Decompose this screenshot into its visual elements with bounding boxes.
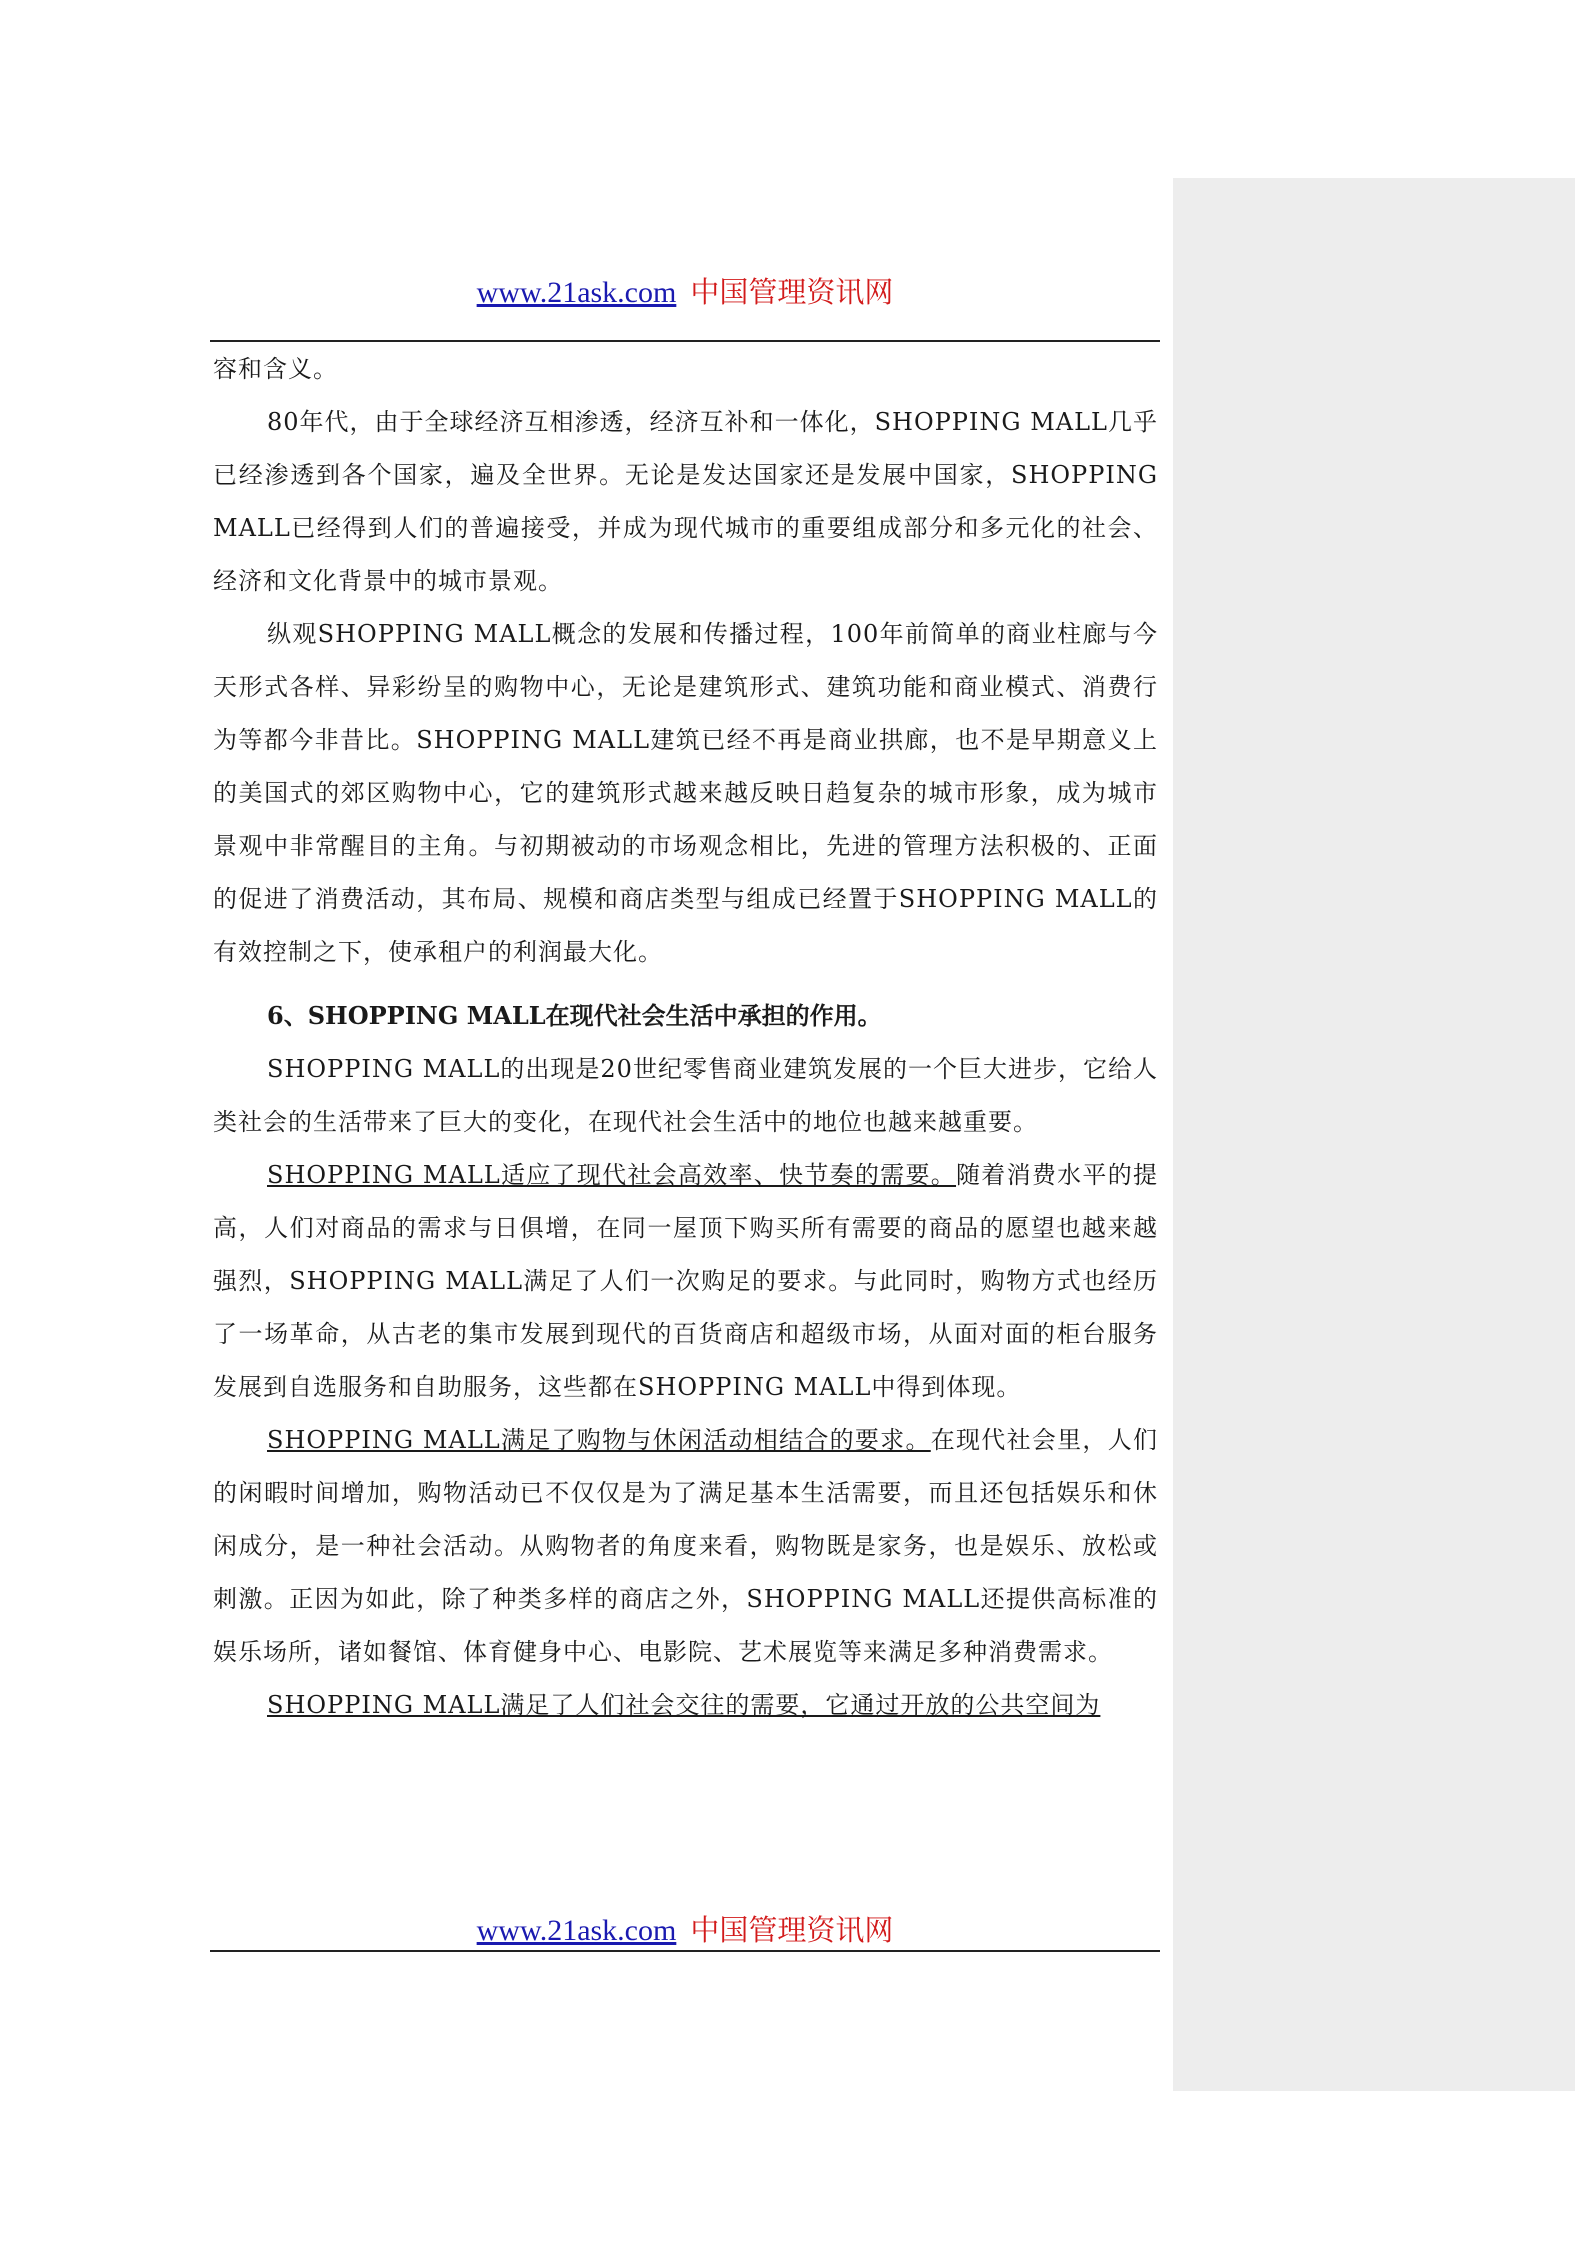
paragraph-6 <box>213 1679 1158 1732</box>
page-header <box>210 272 1160 313</box>
page-footer <box>210 1910 1160 1951</box>
document-body <box>213 343 1158 1732</box>
paragraph-4 <box>213 1149 1158 1414</box>
paragraph-5 <box>213 1414 1158 1679</box>
footer-url-link[interactable]: www.21ask.com <box>476 1914 677 1947</box>
paragraph-3: SHOPPING MALL的出现是20世纪零售商业建筑发展的一个巨大进步，它给人类社会的生活带来了巨大的变化，在现代社会生活中的地位也越来越重要。 <box>213 1055 1158 1136</box>
paragraph-continuation: 容和含义。 <box>213 355 338 383</box>
paragraph-1: 80年代，由于全球经济互相渗透，经济互补和一体化，SHOPPING MALL几乎已经渗透到各个国家，遍及全世界。无论是发达国家还是发展中国家，SHOPPING MALL已经得到人们的普遍接受，并成为现代城市的重要组成部分和多元化的社会、经济和文化背景中的城市景观。 <box>213 408 1158 595</box>
paragraph-5-text: 在现代社会里，人们的闲暇时间增加，购物活动已不仅仅是为了满足基本生活需要，而且还包括娱乐和休闲成分，是一种社会活动。从购物者的角度来看，购物既是家务，也是娱乐、放松或刺激。正因为如此，除了种类多样的商店之外，SHOPPING MALL还提供高标准的娱乐场所，诸如餐馆、体育健身中心、电影院、艺术展览等来满足多种消费需求。 <box>213 1426 1158 1666</box>
header-site-name: 中国管理资讯网 <box>690 275 894 309</box>
header-rule <box>210 340 1160 342</box>
footer-site-name: 中国管理资讯网 <box>690 1913 894 1947</box>
header-url-link[interactable]: www.21ask.com <box>476 276 677 309</box>
paragraph-2: 纵观SHOPPING MALL概念的发展和传播过程，100年前简单的商业柱廊与今天形式各样、异彩纷呈的购物中心，无论是建筑形式、建筑功能和商业模式、消费行为等都今非昔比。SHOPPING MALL建筑已经不再是商业拱廊，也不是早期意义上的美国式的郊区购物中心，它的建筑形式越来越反映日趋复杂的城市形象，成为城市景观中非常醒目的主角。与初期被动的市场观念相比，先进的管理方法积极的、正面的促进了消费活动，其布局、规模和商店类型与组成已经置于SHOPPING MALL的有效控制之下，使承租户的利润最大化。 <box>213 620 1158 966</box>
paragraph-6-underlined: SHOPPING MALL满足了人们社会交往的需要，它通过开放的公共空间为 <box>267 1691 1101 1719</box>
section-heading: 6、SHOPPING MALL在现代社会生活中承担的作用。 <box>267 1001 882 1030</box>
paragraph-5-underlined: SHOPPING MALL满足了购物与休闲活动相结合的要求。 <box>267 1426 931 1454</box>
paragraph-4-underlined: SHOPPING MALL适应了现代社会高效率、快节奏的需要。 <box>267 1161 957 1189</box>
footer-rule <box>210 1950 1160 1952</box>
comment-margin-pane <box>1173 178 1575 2091</box>
paragraph-4-text: 随着消费水平的提高，人们对商品的需求与日俱增，在同一屋顶下购买所有需要的商品的愿望也越来越强烈，SHOPPING MALL满足了人们一次购足的要求。与此同时，购物方式也经历了一场革命，从古老的集市发展到现代的百货商店和超级市场，从面对面的柜台服务发展到自选服务和自助服务，这些都在SHOPPING MALL中得到体现。 <box>213 1161 1158 1401</box>
